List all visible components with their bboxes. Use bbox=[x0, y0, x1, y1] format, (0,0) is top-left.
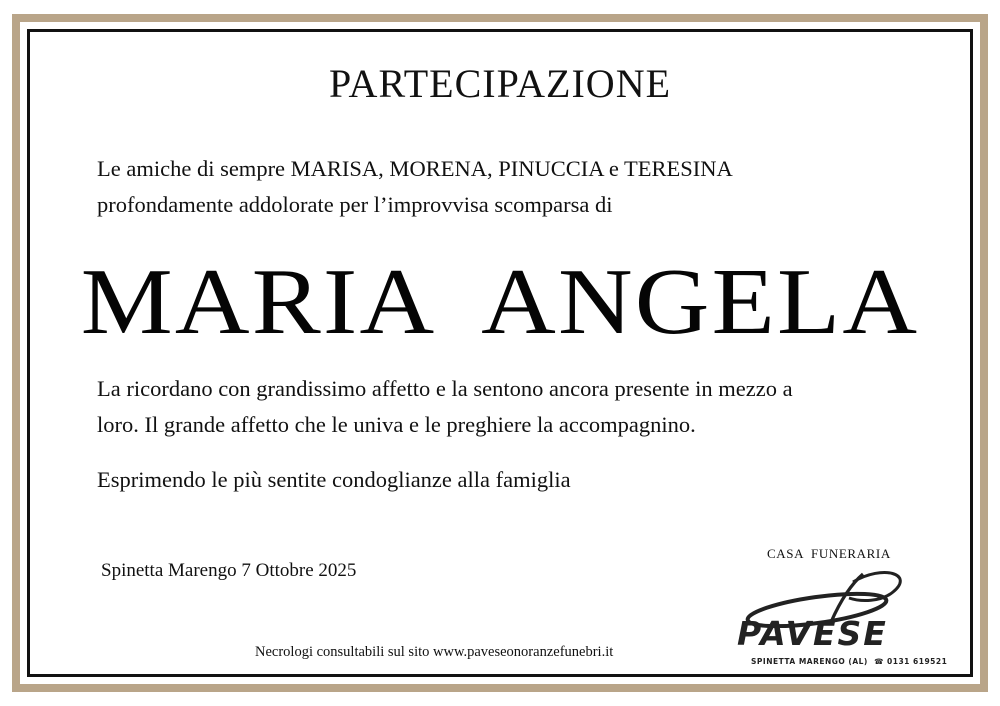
notice-title: PARTECIPAZIONE bbox=[328, 61, 672, 106]
intro-line-1: Le amiche di sempre MARISA, MORENA, PINUCCIA e TERESINA bbox=[97, 156, 733, 181]
funeral-home-logo-word: PAVESE bbox=[737, 614, 888, 653]
website-note: Necrologi consultabili sul sito www.paveseonoranzefunebri.it bbox=[255, 644, 614, 660]
message-line-2: loro. Il grande affetto che le univa e le preghiere la accompagnino. bbox=[97, 412, 696, 437]
message-paragraph bbox=[97, 371, 927, 443]
funeral-home-logo bbox=[733, 568, 948, 670]
message-line-1: La ricordano con grandissimo affetto e la sentono ancora presente in mezzo a bbox=[97, 376, 793, 401]
condolences-text: Esprimendo le più sentite condoglianze alla famiglia bbox=[97, 467, 571, 492]
funeral-home-contact: SPINETTA MARENGO (AL) ☎ 0131 619521 bbox=[751, 657, 948, 666]
intro-paragraph bbox=[97, 151, 927, 223]
place-and-date: Spinetta Marengo 7 Ottobre 2025 bbox=[101, 560, 357, 581]
intro-line-2: profondamente addolorate per l’improvvisa scomparsa di bbox=[97, 192, 613, 217]
funeral-home-label: CASA FUNERARIA bbox=[767, 546, 891, 561]
deceased-name: MARIA ANGELA bbox=[80, 250, 920, 354]
